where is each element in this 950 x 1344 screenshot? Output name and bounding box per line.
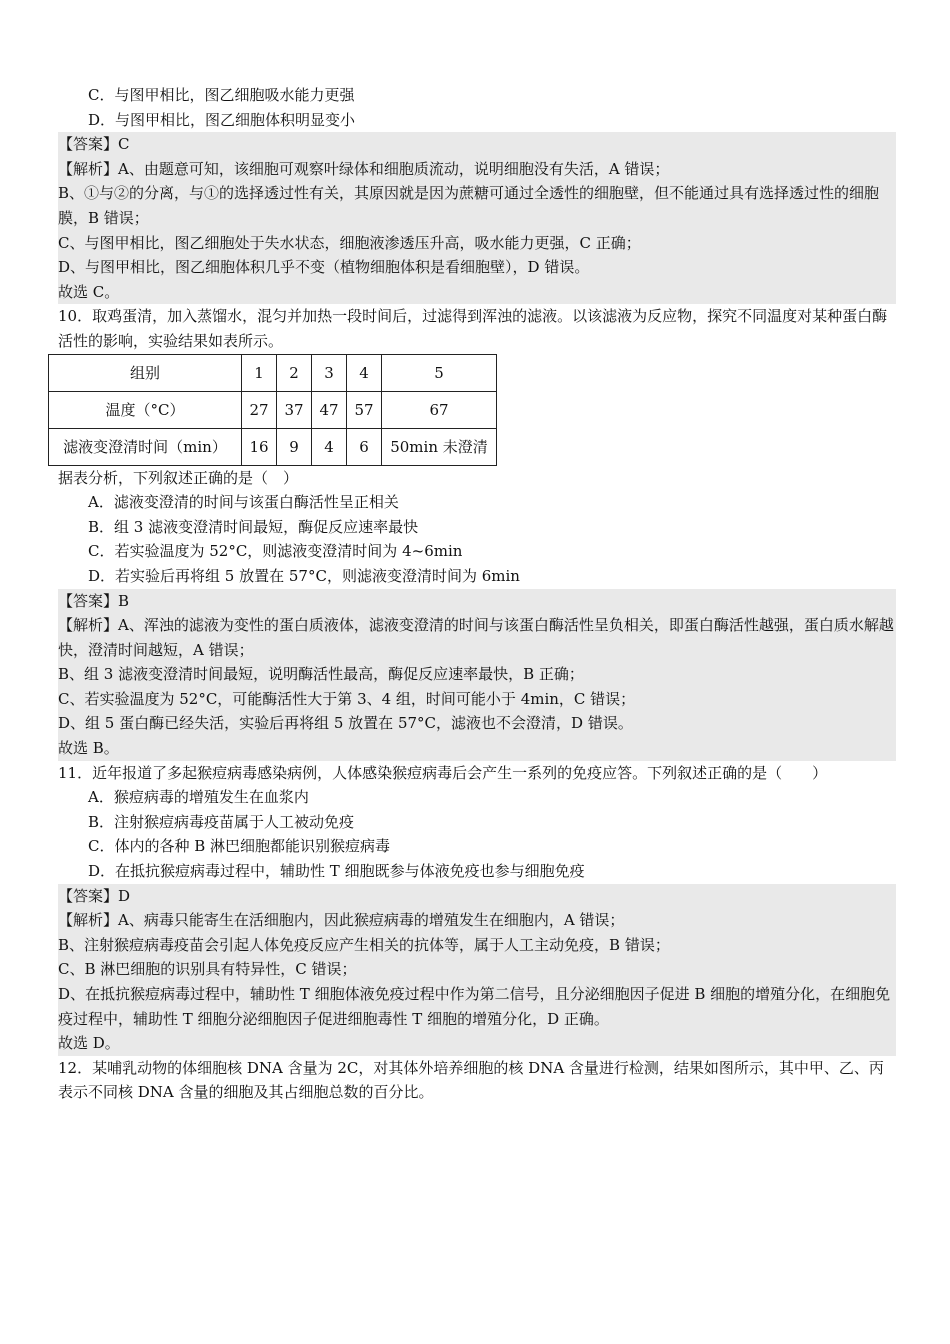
table-row bbox=[49, 354, 497, 391]
q10-analysis-b: B、组 3 滤液变澄清时间最短，说明酶活性最高，酶促反应速率最快，B 正确； bbox=[58, 665, 584, 684]
q10-option-a: A．滤液变澄清的时间与该蛋白酶活性呈正相关 bbox=[88, 493, 399, 512]
q11-option-c: C．体内的各种 B 淋巴细胞都能识别猴痘病毒 bbox=[88, 837, 391, 856]
q10-analysis-a: 【解析】A、浑浊的滤液为变性的蛋白质液体，滤液变澄清的时间与该蛋白酶活性呈负相关，即蛋白酶活性越强，蛋白质水解越快，澄清时间越短，A 错误； bbox=[58, 616, 894, 659]
q10-option-d: D．若实验后再将组 5 放置在 57°C，则滤液变澄清时间为 6min bbox=[88, 566, 520, 585]
q11-option-a: A．猴痘病毒的增殖发生在血浆内 bbox=[88, 788, 309, 807]
q10-prompt: 据表分析，下列叙述正确的是（ ） bbox=[58, 468, 299, 487]
table-cell: 37 bbox=[277, 391, 312, 428]
q9-analysis-c: C、与图甲相比，图乙细胞处于失水状态，细胞液渗透压升高，吸水能力更强，C 正确； bbox=[58, 233, 641, 252]
q9-option-c: C．与图甲相比，图乙细胞吸水能力更强 bbox=[88, 86, 355, 104]
q9-conclusion: 故选 C。 bbox=[58, 282, 120, 301]
q9-answer-block bbox=[58, 132, 896, 304]
q11-option-d: D．在抵抗猴痘病毒过程中，辅助性 T 细胞既参与体液免疫也参与细胞免疫 bbox=[88, 862, 585, 881]
q11-answer: 【答案】D bbox=[58, 886, 131, 905]
table-cell: 4 bbox=[312, 428, 347, 465]
table-cell: 57 bbox=[347, 391, 382, 428]
table-cell: 1 bbox=[242, 354, 277, 391]
q10-conclusion: 故选 B。 bbox=[58, 739, 119, 758]
table-cell: 9 bbox=[277, 428, 312, 465]
q10-stem: 10．取鸡蛋清，加入蒸馏水，混匀并加热一段时间后，过滤得到浑浊的滤液。以该滤液为反应物，探究不同温度对某种蛋白酶活性的影响，实验结果如表所示。 bbox=[58, 307, 888, 350]
q9-analysis-a: 【解析】A、由题意可知，该细胞可观察叶绿体和细胞质流动，说明细胞没有失活，A 错误； bbox=[58, 159, 670, 178]
q9-analysis-d: D、与图甲相比，图乙细胞体积几乎不变（植物细胞体积是看细胞壁），D 错误。 bbox=[58, 258, 590, 277]
q10-answer: 【答案】B bbox=[58, 591, 130, 610]
table-cell: 4 bbox=[347, 354, 382, 391]
q11-conclusion: 故选 D。 bbox=[58, 1034, 120, 1053]
q11-analysis-d: D、在抵抗猴痘病毒过程中，辅助性 T 细胞体液免疫过程中作为第二信号，且分泌细胞因子促进 B 细胞的增殖分化，在细胞免疫过程中，辅助性 T 细胞分泌细胞因子促进细胞毒性 T 细胞的增殖分化，D 正确。 bbox=[58, 985, 891, 1028]
table-cell: 47 bbox=[312, 391, 347, 428]
q11-option-b: B．注射猴痘病毒疫苗属于人工被动免疫 bbox=[88, 812, 355, 831]
q11-analysis-c: C、B 淋巴细胞的识别具有特异性，C 错误； bbox=[58, 960, 357, 979]
q12-stem: 12．某哺乳动物的体细胞核 DNA 含量为 2C，对其体外培养细胞的核 DNA 含量进行检测，结果如图所示，其中甲、乙、丙表示不同核 DNA 含量的细胞及其占细胞总数的百分比。 bbox=[58, 1058, 884, 1102]
table-cell: 3 bbox=[312, 354, 347, 391]
document-content bbox=[58, 83, 896, 1105]
table-cell: 温度（°C） bbox=[49, 391, 242, 428]
q10-option-c: C．若实验温度为 52°C，则滤液变澄清时间为 4~6min bbox=[88, 542, 463, 561]
q10-results-table bbox=[48, 354, 497, 466]
table-row bbox=[49, 428, 497, 465]
table-cell: 50min 未澄清 bbox=[382, 428, 497, 465]
q9-option-d: D．与图甲相比，图乙细胞体积明显变小 bbox=[88, 110, 356, 129]
table-cell: 16 bbox=[242, 428, 277, 465]
q10-analysis-d: D、组 5 蛋白酶已经失活，实验后再将组 5 放置在 57°C，滤液也不会澄清，D 错误。 bbox=[58, 714, 633, 733]
q10-option-b: B．组 3 滤液变澄清时间最短，酶促反应速率最快 bbox=[88, 517, 419, 536]
q9-analysis-b: B、①与②的分离，与①的选择透过性有关，其原因就是因为蔗糖可通过全透性的细胞壁，但不能通过具有选择透过性的细胞膜，B 错误； bbox=[58, 184, 880, 227]
q11-analysis-b: B、注射猴痘病毒疫苗会引起人体免疫反应产生相关的抗体等，属于人工主动免疫，B 错误； bbox=[58, 935, 670, 954]
q11-analysis-a: 【解析】A、病毒只能寄生在活细胞内，因此猴痘病毒的增殖发生在细胞内，A 错误； bbox=[58, 911, 625, 930]
table-cell: 27 bbox=[242, 391, 277, 428]
table-cell: 67 bbox=[382, 391, 497, 428]
q11-stem: 11．近年报道了多起猴痘病毒感染病例，人体感染猴痘病毒后会产生一系列的免疫应答。下列叙述正确的是（ ） bbox=[58, 763, 828, 782]
q10-analysis-c: C、若实验温度为 52°C，可能酶活性大于第 3、4 组，时间可能小于 4min，C 错误； bbox=[58, 689, 636, 708]
q9-answer: 【答案】C bbox=[58, 135, 130, 154]
table-cell: 5 bbox=[382, 354, 497, 391]
table-cell: 组别 bbox=[49, 354, 242, 391]
q11-answer-block bbox=[58, 884, 896, 1056]
table-cell: 6 bbox=[347, 428, 382, 465]
q10-answer-block bbox=[58, 589, 896, 761]
table-cell: 2 bbox=[277, 354, 312, 391]
table-cell: 滤液变澄清时间（min） bbox=[49, 428, 242, 465]
table-row bbox=[49, 391, 497, 428]
